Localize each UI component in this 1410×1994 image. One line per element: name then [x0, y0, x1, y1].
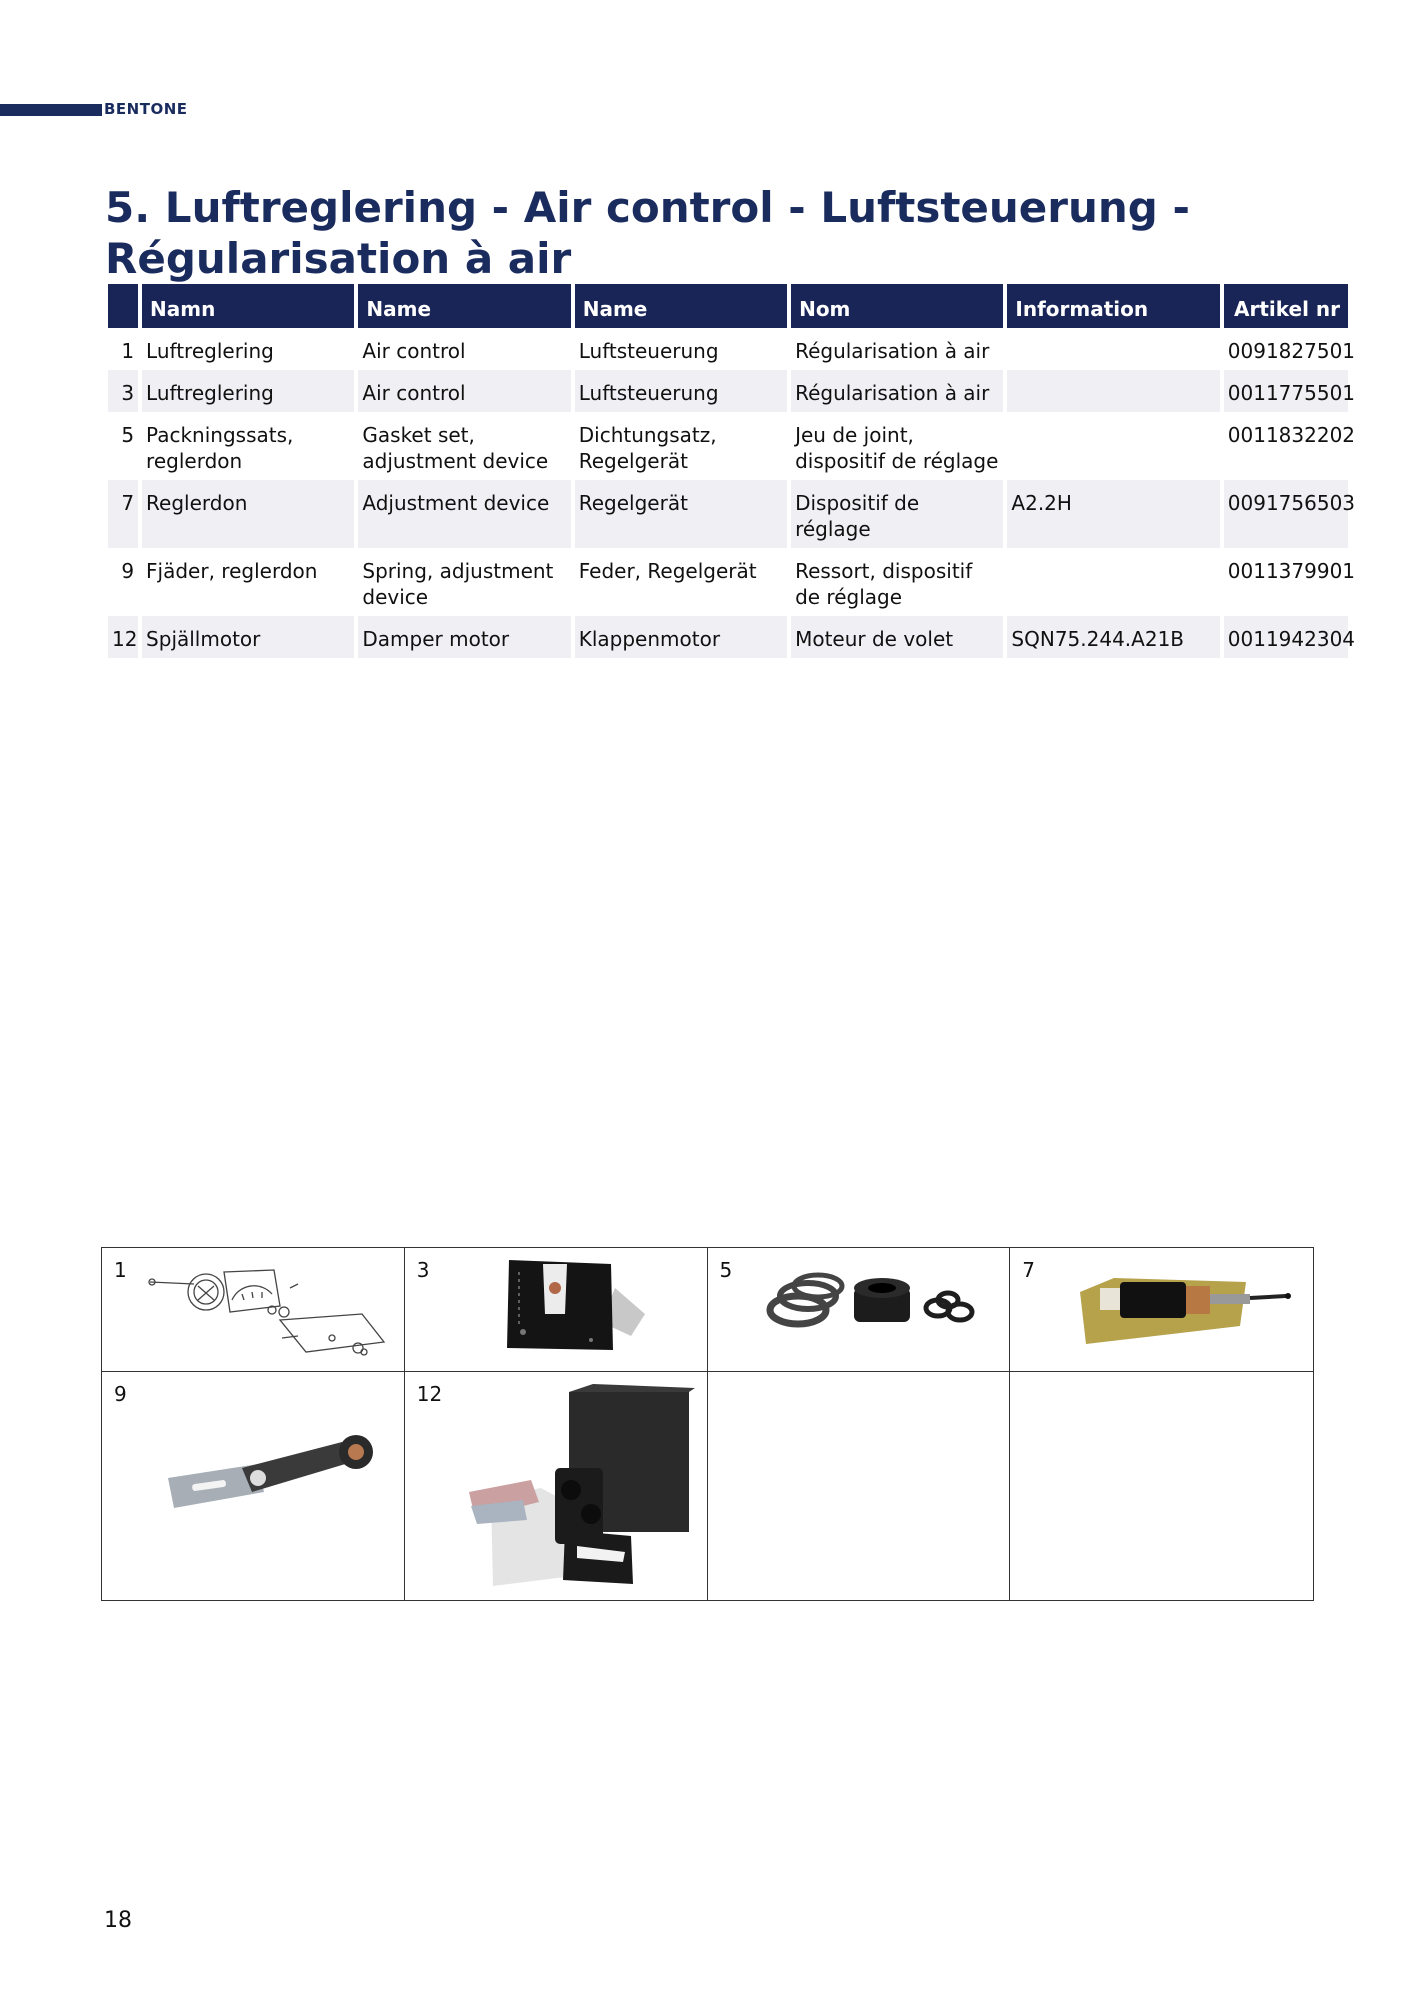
image-cell [102, 1248, 405, 1372]
image-cell [708, 1248, 1011, 1372]
cell-article: 0011942304 [1224, 616, 1348, 658]
cell-pos: 3 [108, 370, 138, 412]
cell-en: Spring, adjustment device [362, 559, 554, 609]
cell-article: 0091756503 [1224, 480, 1348, 548]
cell-article: 0011775501 [1224, 370, 1348, 412]
image-cell-empty [1010, 1372, 1313, 1600]
cell-de: Feder, Regelgerät [578, 559, 757, 583]
image-label: 7 [1022, 1258, 1035, 1282]
image-cell [405, 1248, 708, 1372]
cell-en: Adjustment device [358, 480, 570, 548]
cell-sv: Reglerdon [142, 480, 354, 548]
image-cell [405, 1372, 708, 1600]
cell-fr: Moteur de volet [791, 616, 1003, 658]
cell-info: A2.2H [1007, 480, 1219, 548]
parts-image-grid [101, 1247, 1314, 1601]
col-header-pos [108, 284, 138, 328]
table-row [108, 480, 1348, 548]
page-title: 5. Luftreglering - Air control - Luftsteuerung - Régularisation à air [105, 183, 1190, 283]
image-cell-empty [708, 1372, 1011, 1600]
image-label: 1 [114, 1258, 127, 1282]
table-row [108, 370, 1348, 412]
image-cell [1010, 1248, 1313, 1372]
cell-fr: Ressort, dispositif de réglage [795, 559, 973, 609]
cell-fr: Jeu de joint, dispositif de réglage [795, 423, 999, 473]
cell-info: SQN75.244.A21B [1007, 616, 1219, 658]
col-header-name-en: Name [358, 284, 570, 328]
col-header-information: Information [1007, 284, 1219, 328]
image-label: 3 [416, 1258, 430, 1282]
air-control-exploded-drawing-icon [102, 1248, 402, 1372]
cell-de: Klappenmotor [575, 616, 787, 658]
image-label: 9 [114, 1382, 127, 1406]
cell-pos: 1 [121, 339, 135, 363]
page-number: 18 [104, 1908, 132, 1933]
cell-de: Regelgerät [575, 480, 787, 548]
cell-fr: Régularisation à air [791, 370, 1003, 412]
cell-info [1007, 370, 1219, 412]
adjustment-device-photo-icon [1010, 1248, 1310, 1372]
cell-de: Luftsteuerung [575, 370, 787, 412]
table-row [108, 616, 1348, 658]
cell-info [1007, 412, 1219, 480]
image-label: 12 [416, 1382, 443, 1406]
cell-pos: 12 [108, 616, 138, 658]
cell-article: 0011379901 [1227, 559, 1356, 583]
parts-table [104, 284, 1356, 658]
col-header-nom: Nom [791, 284, 1003, 328]
air-control-unit-photo-icon [405, 1248, 705, 1372]
cell-pos: 9 [121, 559, 135, 583]
table-row [108, 328, 1348, 370]
cell-pos: 5 [121, 423, 135, 447]
brand-name: BENTONE [104, 100, 188, 118]
cell-de: Dichtungsatz, Regelgerät [578, 423, 717, 473]
spring-adjustment-photo-icon [102, 1372, 402, 1600]
cell-en: Air control [358, 370, 570, 412]
brand-bar [0, 104, 102, 116]
col-header-name-de: Name [575, 284, 787, 328]
gasket-set-photo-icon [708, 1248, 1008, 1372]
cell-info [1007, 548, 1219, 616]
cell-sv: Luftreglering [146, 339, 274, 363]
table-header-row [108, 284, 1348, 328]
cell-info [1007, 328, 1219, 370]
cell-sv: Luftreglering [142, 370, 354, 412]
cell-en: Air control [362, 339, 466, 363]
cell-fr: Régularisation à air [795, 339, 990, 363]
damper-motor-photo-icon [405, 1372, 705, 1600]
table-row [108, 548, 1348, 616]
cell-de: Luftsteuerung [578, 339, 719, 363]
cell-en: Gasket set, adjustment device [362, 423, 549, 473]
cell-article: 0091827501 [1227, 339, 1356, 363]
table-row [108, 412, 1348, 480]
col-header-artikel: Artikel nr [1224, 284, 1348, 328]
col-header-namn: Namn [142, 284, 354, 328]
cell-fr: Dispositif de réglage [791, 480, 1003, 548]
cell-pos: 7 [108, 480, 138, 548]
cell-article: 0011832202 [1227, 423, 1356, 447]
cell-sv: Spjällmotor [142, 616, 354, 658]
cell-sv: Fjäder, reglerdon [146, 559, 318, 583]
cell-en: Damper motor [358, 616, 570, 658]
image-cell [102, 1372, 405, 1600]
cell-sv: Packningssats, reglerdon [146, 423, 294, 473]
image-label: 5 [719, 1258, 733, 1282]
